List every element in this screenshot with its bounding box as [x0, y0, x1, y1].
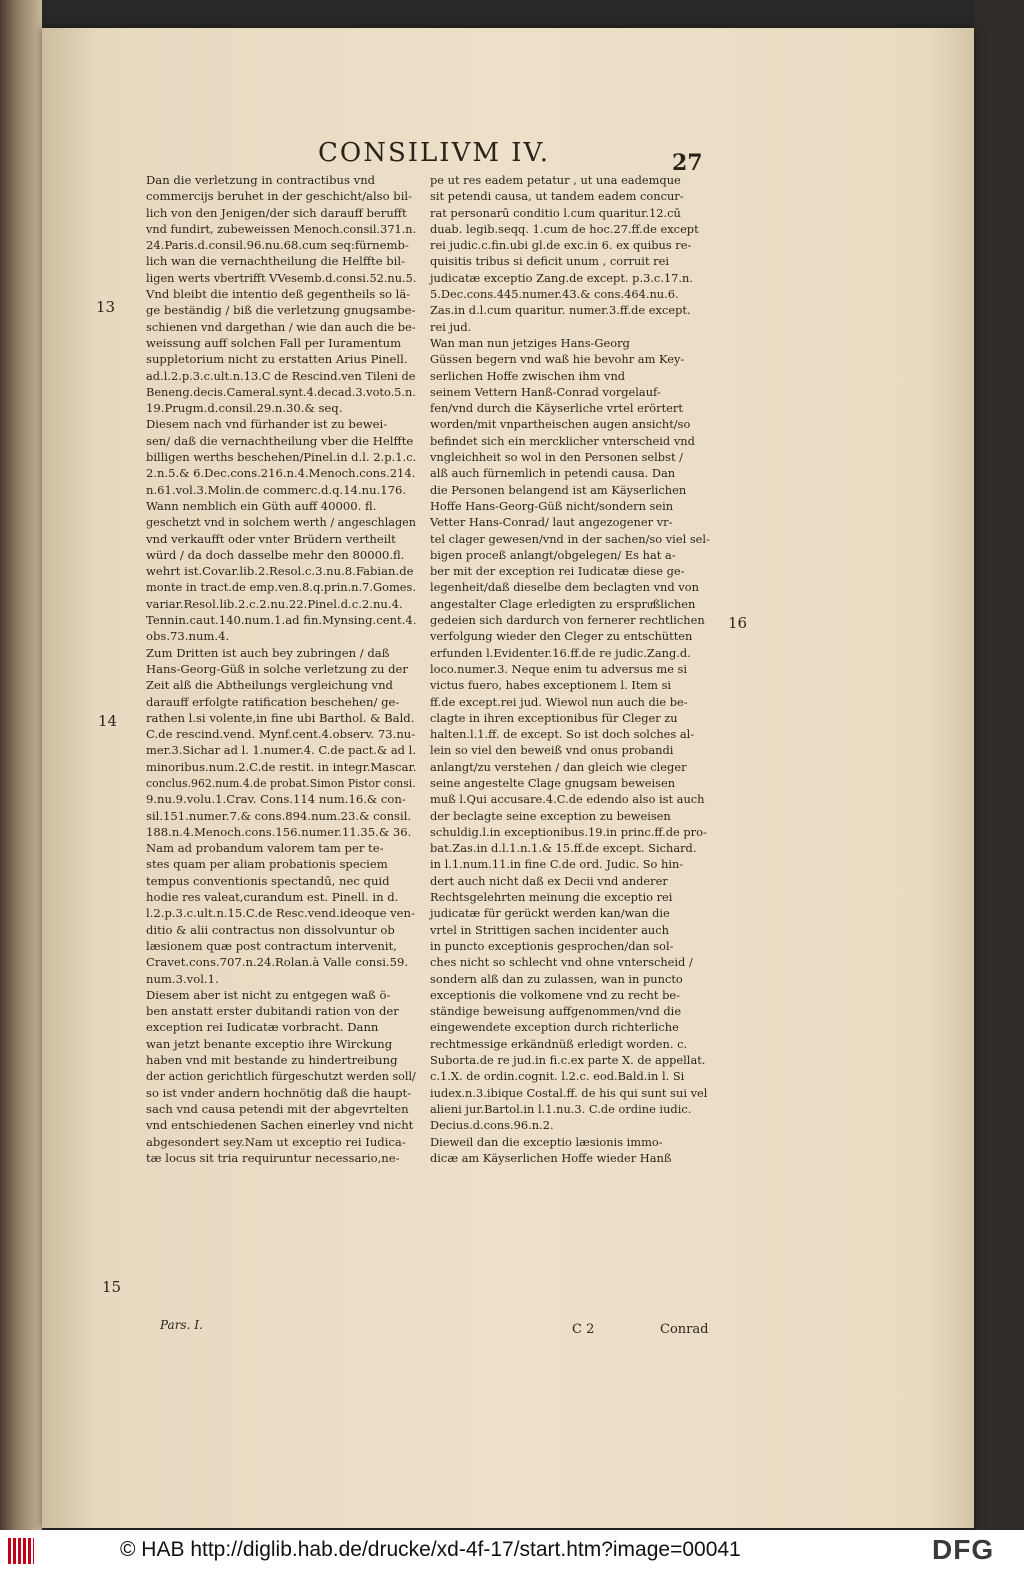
text-line: duab. legib.seqq. 1.cum de hoc.27.ff.de except: [430, 221, 699, 236]
text-line: der beclagte seine exception zu beweisen: [430, 808, 671, 823]
text-line: geschetzt vnd in solchem werth / angeschlagen: [146, 515, 417, 530]
source-credit: © HAB http://diglib.hab.de/drucke/xd-4f-17/start.htm?image=00041: [120, 1538, 741, 1561]
text-line: Wann nemblich ein Güth auff 40000. fl.: [146, 498, 377, 513]
text-line: Vetter Hans-Conrad/ laut angezogener vr-: [430, 515, 673, 530]
text-line: lein so viel den beweiß vnd onus probandi: [430, 743, 674, 758]
text-line: 2.n.5.& 6.Dec.cons.216.n.4.Menoch.cons.214.: [146, 466, 416, 481]
text-line: sondern alß dan zu zulassen, wan in puncto: [430, 971, 683, 986]
part-note: Pars. I.: [160, 1318, 203, 1332]
text-line: angestalter Clage erledigten zu erspruͤßlichen: [430, 596, 696, 611]
text-line: exception rei Iudicatæ vorbracht. Dann: [146, 1020, 379, 1035]
text-line: muß l.Qui accusare.4.C.de edendo also ist auch: [430, 792, 705, 807]
text-line: læsionem quæ post contractum intervenit,: [146, 938, 397, 953]
text-line: C.de rescind.vend. Mynf.cent.4.observ. 73.nu-: [146, 727, 416, 742]
text-line: gedeien sich dardurch von fernerer rechtlichen: [430, 613, 705, 628]
text-line: sen/ daß die vernachtheilung vber die Helffte: [146, 433, 414, 448]
text-line: Decius.d.cons.96.n.2.: [430, 1118, 554, 1133]
text-line: ches nicht so schlecht vnd ohne vnterscheid /: [430, 955, 693, 970]
text-line: Hans-Georg-Güß in solche verletzung zu der: [146, 661, 408, 676]
text-line: rat personarū conditio l.cum quaritur.12.cū: [430, 205, 681, 220]
text-line: Wan man nun jetziges Hans-Georg: [430, 335, 630, 350]
margin-number-14: 14: [98, 712, 118, 730]
text-line: Dieweil dan die exceptio læsionis immo-: [430, 1134, 663, 1149]
text-line: rathen l.si volente,in fine ubi Barthol. & Bald.: [146, 710, 415, 725]
text-line: würd / da doch dasselbe mehr den 80000.fl.: [146, 547, 405, 562]
text-line: wan jetzt benante exceptio ihre Wirckung: [146, 1036, 393, 1051]
text-line: schienen vnd dargethan / wie dan auch die be-: [146, 319, 416, 334]
text-line: victus fuero, habes exceptionem l. Item si: [430, 678, 672, 693]
text-line: Suborta.de re jud.in fi.c.ex parte X. de appellat.: [430, 1053, 706, 1068]
text-line: stes quam per aliam probationis speciem: [146, 857, 388, 872]
text-line: rechtmessige erkändnüß erledigt worden. c.: [430, 1036, 688, 1051]
footer-bar: [0, 1530, 1024, 1572]
margin-number-15: 15: [102, 1278, 122, 1296]
text-line: sit petendi causa, ut tandem eadem concur-: [430, 189, 684, 204]
text-line: tæ locus sit tria requiruntur necessario,ne-: [146, 1150, 400, 1165]
text-line: ligen werts vbertrifft VVesemb.d.consi.52.nu.5.: [146, 270, 417, 285]
text-line: alß auch fürnemlich in petendi causa. Dan: [430, 466, 676, 481]
text-line: ge beständig / biß die verletzung gnugsambe-: [146, 303, 416, 318]
text-line: ben anstatt erster dubitandi ration von der: [146, 1004, 399, 1019]
text-line: in puncto exceptionis gesprochen/dan sol-: [430, 938, 674, 953]
text-line: seinem Vettern Hanß-Conrad vorgelauf-: [430, 384, 661, 399]
text-line: pe ut res eadem petatur , ut una eademque: [430, 173, 681, 187]
text-line: billigen werths beschehen/Pinel.in d.l. 2.p.1.c.: [146, 450, 417, 465]
text-line: schuldig.l.in exceptionibus.19.in princ.ff.de pro-: [430, 824, 707, 839]
left-text-column: [146, 172, 416, 1166]
text-line: die Personen belangend ist am Käyserlichen: [430, 482, 687, 497]
text-line: ad.l.2.p.3.c.ult.n.13.C de Rescind.ven Tileni de: [146, 368, 416, 383]
text-line: ditio & alii contractus non dissolvuntur ob: [146, 922, 395, 937]
text-line: suppletorium nicht zu erstatten Arius Pinell.: [146, 352, 408, 367]
text-line: 188.n.4.Menoch.cons.156.numer.11.35.& 36.: [146, 824, 412, 839]
book-binding: [0, 0, 42, 1530]
text-line: loco.numer.3. Neque enim tu adversus me si: [430, 661, 688, 676]
text-line: Zas.in d.l.cum quaritur. numer.3.ff.de except.: [430, 303, 691, 318]
text-line: conclus.962.num.4.de probat.Simon Pistor consi.: [146, 775, 416, 790]
text-line: Tennin.caut.140.num.1.ad fin.Mynsing.cent.4.: [146, 613, 417, 628]
text-line: Güssen begern vnd waß hie bevohr am Key-: [430, 352, 685, 367]
text-line: Dan die verletzung in contractibus vnd: [146, 173, 376, 187]
text-line: clagte in ihren exceptionibus für Cleger zu: [430, 710, 678, 725]
text-line: serlichen Hoffe zwischen ihm vnd: [430, 368, 626, 383]
text-line: legenheit/daß dieselbe dem beclagten vnd von: [430, 580, 699, 595]
text-line: befindet sich ein mercklicher vnterscheid vnd: [430, 433, 695, 448]
text-line: der action gerichtlich fürgeschutzt werden soll/: [146, 1069, 416, 1084]
text-line: rei jud.: [430, 319, 472, 334]
margin-number-16: 16: [728, 614, 748, 632]
text-line: vnd fundirt, zubeweissen Menoch.consil.371.n.: [146, 221, 417, 236]
text-line: vrtel in Strittigen sachen incidenter auch: [430, 922, 669, 937]
margin-number-13: 13: [96, 298, 116, 316]
text-line: iudex.n.3.ibique Costal.ff. de his qui sunt sui vel: [430, 1085, 708, 1100]
text-line: vnd entschiedenen Sachen einerley vnd nicht: [146, 1118, 414, 1133]
text-line: dert auch nicht daß ex Decii vnd anderer: [430, 873, 668, 888]
text-line: fen/vnd durch die Käyserliche vrtel erörtert: [430, 401, 683, 416]
page-number: 27: [672, 150, 703, 176]
text-line: 9.nu.9.volu.1.Crav. Cons.114 num.16.& con-: [146, 792, 406, 807]
text-line: ber mit der exception rei Iudicatæ diese ge-: [430, 564, 685, 579]
text-line: halten.l.1.ff. de except. So ist doch solches al-: [430, 727, 695, 742]
text-line: mer.3.Sichar ad l. 1.numer.4. C.de pact.& ad l.: [146, 743, 416, 758]
text-line: judicatæ exceptio Zang.de except. p.3.c.17.n.: [430, 270, 694, 285]
text-line: Zeit alß die Abtheilungs vergleichung vnd: [146, 678, 393, 693]
text-line: worden/mit vnpartheischen augen ansicht/so: [430, 417, 691, 432]
text-line: tempus conventionis spectandū, nec quid: [146, 873, 390, 888]
text-line: hodie res valeat,curandum est. Pinell. in d.: [146, 890, 399, 905]
text-line: Cravet.cons.707.n.24.Rolan.à Valle consi.59.: [146, 955, 409, 970]
text-line: anlangt/zu verstehen / dan gleich wie cleger: [430, 759, 687, 774]
text-line: wehrt ist.Covar.lib.2.Resol.c.3.nu.8.Fabian.de: [146, 564, 414, 579]
text-line: vngleichheit so wol in den Personen selbst /: [430, 450, 683, 465]
text-line: 24.Paris.d.consil.96.nu.68.cum seq:fürnemb-: [146, 238, 409, 253]
text-line: c.1.X. de ordin.cognit. l.2.c. eod.Bald.in l. Si: [430, 1069, 685, 1084]
text-line: minoribus.num.2.C.de restit. in integr.Mascar.: [146, 759, 417, 774]
text-line: seine angestelte Clage gnugsam beweisen: [430, 775, 676, 790]
text-line: haben vnd mit bestande zu hindertreibung: [146, 1053, 398, 1068]
text-line: variar.Resol.lib.2.c.2.nu.22.Pinel.d.c.2.nu.4.: [146, 596, 403, 611]
text-line: in l.1.num.11.in fine C.de ord. Judic. So hin-: [430, 857, 684, 872]
text-line: obs.73.num.4.: [146, 629, 230, 644]
background-right: [974, 0, 1024, 1530]
text-line: quisitis tribus si deficit unum , corruit rei: [430, 254, 669, 269]
page-title: CONSILIVM IV.: [318, 138, 551, 168]
text-line: bigen proceß anlangt/obgelegen/ Es hat a-: [430, 547, 676, 562]
text-line: n.61.vol.3.Molin.de commerc.d.q.14.nu.176.: [146, 482, 407, 497]
hab-logo-icon: [8, 1538, 34, 1564]
text-line: exceptionis die volkomene vnd zu recht be-: [430, 987, 680, 1002]
text-line: Diesem aber ist nicht zu entgegen waß ö-: [146, 987, 391, 1002]
text-line: commercijs beruhet in der geschicht/also bil-: [146, 189, 413, 204]
text-line: sil.151.numer.7.& cons.894.num.23.& consil.: [146, 808, 412, 823]
dfg-logo: DFG: [932, 1534, 995, 1565]
text-line: so ist vnder andern hochnötig daß die haupt-: [146, 1085, 412, 1100]
text-line: ff.de except.rei jud. Wiewol nun auch die be-: [430, 694, 688, 709]
text-line: 5.Dec.cons.445.numer.43.& cons.464.nu.6.: [430, 287, 679, 302]
text-line: tel clager gewesen/vnd in der sachen/so viel sel-: [430, 531, 710, 546]
text-line: Rechtsgelehrten meinung die exceptio rei: [430, 890, 673, 905]
text-line: num.3.vol.1.: [146, 971, 219, 986]
text-line: bat.Zas.in d.l.1.n.1.& 15.ff.de except. Sichard.: [430, 841, 697, 856]
text-line: dicæ am Käyserlichen Hoffe wieder Hanß: [430, 1150, 672, 1165]
text-line: abgesondert sey.Nam ut exceptio rei Iudica-: [146, 1134, 406, 1149]
text-line: Zum Dritten ist auch bey zubringen / daß: [146, 645, 390, 660]
text-line: l.2.p.3.c.ult.n.15.C.de Resc.vend.ideoque ven-: [146, 906, 415, 921]
text-line: 19.Prugm.d.consil.29.n.30.& seq.: [146, 401, 343, 416]
text-line: lich von den Jenigen/der sich darauff berufft: [146, 205, 407, 220]
text-line: Beneng.decis.Cameral.synt.4.decad.3.voto.5.n.: [146, 384, 416, 399]
text-line: sach vnd causa petendi mit der abgevrtelten: [146, 1101, 409, 1116]
text-line: vnd verkaufft oder vnter Brüdern vertheilt: [146, 531, 396, 546]
text-line: erfunden l.Evidenter.16.ff.de re judic.Zang.d.: [430, 645, 691, 660]
right-text-column: [430, 172, 728, 1166]
text-line: Vnd bleibt die intentio deß gegentheils so lä-: [146, 287, 411, 302]
text-line: ständige beweisung auffgenommen/vnd die: [430, 1004, 682, 1019]
text-line: eingewendete exception durch richterliche: [430, 1020, 679, 1035]
text-line: verfolgung wieder den Cleger zu entschütten: [430, 629, 693, 644]
text-line: alieni jur.Bartol.in l.1.nu.3. C.de ordine iudic.: [430, 1101, 692, 1116]
catchword: Conrad: [660, 1322, 709, 1337]
text-line: monte in tract.de emp.ven.8.q.prin.n.7.Gomes.: [146, 580, 416, 595]
text-line: judicatæ für gerückt werden kan/wan die: [430, 906, 670, 921]
text-line: darauff erfolgte ratification beschehen/ ge-: [146, 694, 400, 709]
signature-mark: C 2: [572, 1322, 595, 1337]
text-line: lich wan die vernachtheilung die Helffte bil-: [146, 254, 406, 269]
text-line: rei judic.c.fin.ubi gl.de exc.in 6. ex quibus re-: [430, 238, 692, 253]
text-line: Diesem nach vnd fürhander ist zu bewei-: [146, 417, 388, 432]
text-line: Nam ad probandum valorem tam per te-: [146, 841, 384, 856]
text-line: weissung auff solchen Fall per Iuramentum: [146, 335, 402, 350]
text-line: Hoffe Hans-Georg-Güß nicht/sondern sein: [430, 498, 674, 513]
